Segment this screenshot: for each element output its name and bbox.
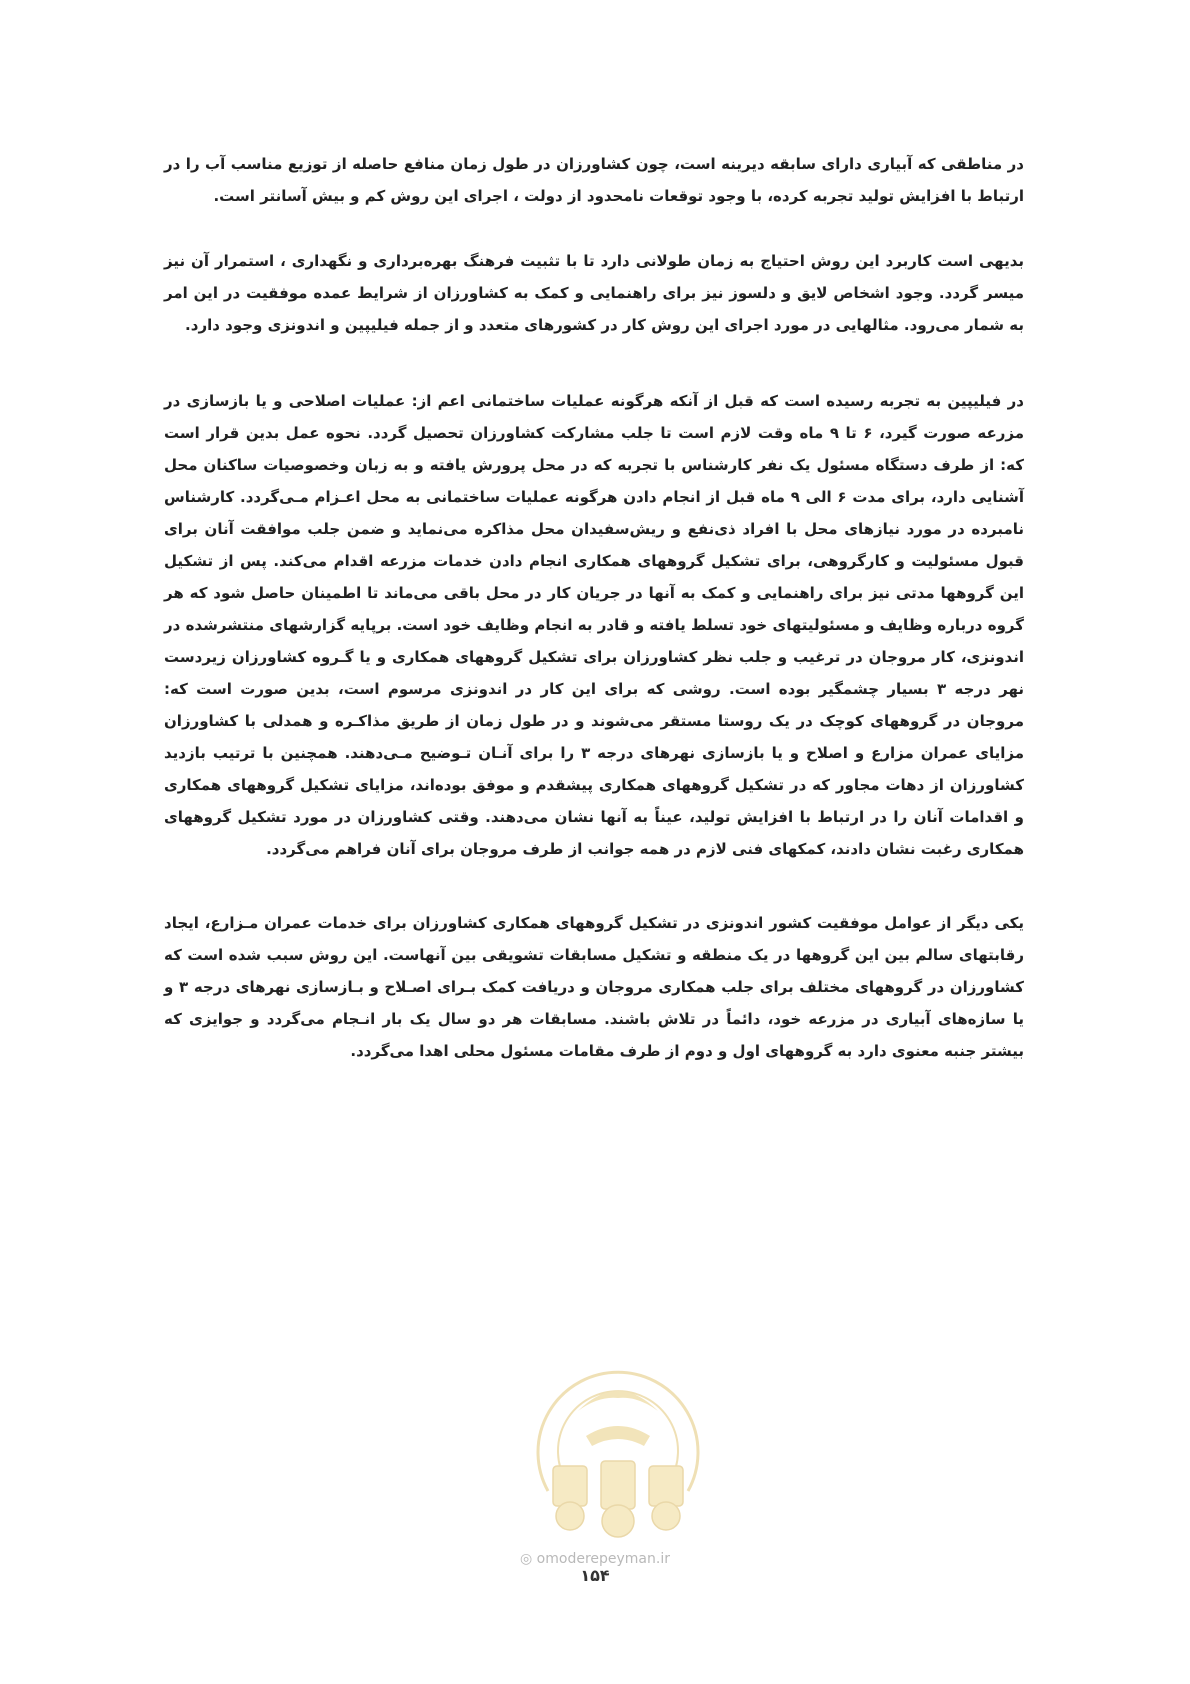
body-text xyxy=(164,148,1024,1067)
watermark-site-text: omoderepeyman.ir xyxy=(536,1551,670,1567)
page-number: ۱۵۴ xyxy=(580,1566,610,1585)
paragraph-2: بدیهی است کاربرد این روش احتیاج به زمان طولانی دارد تا با تثبیت فرهنگ بهره‌برداری و نگهداری ، استمرار آن نیز میسر گردد. وجود اشخاص لایق و دلسوز نیز برای راهنمایی و کمک به کشاورزان از شرایط عمده موفقیت در این امر به شمار می‌رود. مثالهایی در مورد اجرای این روش کار در کشورهای متعدد و از جمله فیلیپین و اندونزی وجود دارد. xyxy=(164,252,1024,334)
paragraph-3: در فیلیپین به تجربه رسیده است که قبل از آنکه هرگونه عملیات ساختمانی اعم از: عملیات اصلاحی و یا بازسازی در مزرعه صورت گیرد، ۶ تا ۹ ماه وقت لازم است تا جلب مشارکت کشاورزان تحصیل گردد. نحوه عمل بدین قرار است که: از طرف دستگاه مسئول یک نفر کارشناس با تجربه که در محل پرورش یافته و به زبان وخصوصیات ساکنان محل آشنایی دارد، برای مدت ۶ الی ۹ ماه قبل از انجام دادن هرگونه عملیات ساختمانی به محل اعـزام مـی‌گردد. کارشناس نامبرده در مورد نیازهای محل با افراد ذی‌نفع و ریش‌سفیدان محل مذاکره می‌نماید و ضمن جلب موافقت آنان برای قبول مسئولیت و کارگروهی، برای تشکیل گروههای همکاری انجام دادن خدمات مزرعه اقدام می‌کند. پس از تشکیل این گروهها مدتی نیز برای راهنمایی و کمک به آنها در جریان کار در محل باقی می‌ماند تا اطمینان حاصل شود که هر گروه درباره وظایف و مسئولیتهای خود تسلط یافته و قادر به انجام وظایف خود است. برپایه گزارشهای منتشرشده در اندونزی، کار مروجان در ترغیب و جلب نظر کشاورزان برای تشکیل گروههای همکاری و یا گـروه کشاورزان زیردست نهر درجه ۳ بسیار چشمگیر بوده است. روشی که برای این کار در اندونزی مرسوم است، بدین صورت است که: مروجان در گروههای کوچک در یک روستا مستقر می‌شوند و در طول زمان از طریق مذاکـره و همدلی با کشاورزان مزایای عمران مزارع و اصلاح و یا بازسازی نهرهای درجه ۳ را برای آنـان تـوضیح مـی‌دهند. همچنین با ترتیب بازدید کشاورزان از دهات مجاور که در تشکیل گروههای همکاری پیشقدم و موفق بوده‌اند، مزایای تشکیل گروههای همکاری و اقدامات آنان را در ارتباط با افزایش تولید، عیناً به آنها نشان می‌دهند. وقتی کشاورزان در مورد تشکیل گروههای همکاری رغبت نشان دادند، کمکهای فنی لازم در همه جوانب از طرف مروجان برای آنان فراهم می‌گردد. xyxy=(164,392,1025,858)
paragraph-4: یکی دیگر از عوامل موفقیت کشور اندونزی در تشکیل گروههای همکاری کشاورزان برای خدمات عمران مـزارع، ایجاد رقابتهای سالم بین این گروهها در یک منطقه و تشکیل مسابقات تشویقی بین آنهاست. این روش سبب شده است که کشاورزان در گروههای مختلف برای جلب همکاری مروجان و دریافت کمک بـرای اصـلاح و بـازسازی نهرهای درجه ۳ و یا سازه‌های آبیاری در مزرعه خود، دائماً در تلاش باشند. مسابقات هر دو سال یک بار انـجام می‌گردد و جوایزی که بیشتر جنبه معنوی دارد به گروههای اول و دوم از طرف مقامات مسئول محلی اهدا می‌گردد. xyxy=(164,914,1025,1060)
paragraph-spacer xyxy=(164,865,1024,907)
paragraph-spacer xyxy=(164,341,1024,385)
watermark-logo xyxy=(508,1316,728,1546)
paragraph-spacer xyxy=(164,212,1024,245)
globe-icon: ◎ xyxy=(520,1551,533,1567)
paragraph-1: در مناطقی که آبیاری دارای سابقه دیرینه است، چون کشاورزان در طول زمان منافع حاصله از توزیع مناسب آب را در ارتباط با افزایش تولید تجربه کرده، با وجود توقعات نامحدود از دولت ، اجرای این روش کم و بیش آسانتر است. xyxy=(164,155,1024,205)
watermark-site xyxy=(480,1551,710,1567)
